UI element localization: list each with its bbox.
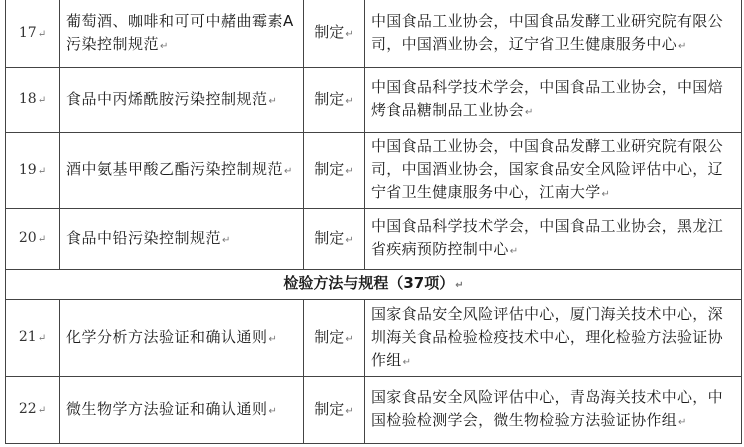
standard-name: 食品中丙烯酰胺污染控制规范↵ [60,68,304,133]
work-type: 制定↵ [304,377,365,444]
table-row [6,300,742,377]
table-row [6,377,742,444]
work-type: 制定↵ [304,209,365,270]
drafting-units: 中国食品工业协会，中国食品发酵工业研究院有限公司，中国酒业协会，辽宁省卫生健康服务中心↵ [365,0,742,68]
table-row [6,0,742,68]
row-number: 20↵ [6,209,60,270]
standard-name: 葡萄酒、咖啡和可可中赭曲霉素A污染控制规范↵ [60,0,304,68]
row-number: 17↵ [6,0,60,68]
drafting-units: 中国食品科学技术学会，中国食品工业协会，中国焙烤食品糖制品工业协会↵ [365,68,742,133]
section-row [6,270,742,300]
table-row [6,133,742,209]
standard-name: 酒中氨基甲酸乙酯污染控制规范↵ [60,133,304,209]
drafting-units: 中国食品科学技术学会，中国食品工业协会，黑龙江省疾病预防控制中心↵ [365,209,742,270]
work-type: 制定↵ [304,300,365,377]
drafting-units: 国家食品安全风险评估中心，厦门海关技术中心，深圳海关食品检验检疫技术中心，理化检验方法验证协作组↵ [365,300,742,377]
drafting-units: 中国食品工业协会，中国食品发酵工业研究院有限公司，中国酒业协会，国家食品安全风险评估中心，辽宁省卫生健康服务中心，江南大学↵ [365,133,742,209]
work-type: 制定↵ [304,133,365,209]
table-row [6,68,742,133]
standard-name: 化学分析方法验证和确认通则↵ [60,300,304,377]
work-type: 制定↵ [304,68,365,133]
standard-name: 食品中铅污染控制规范↵ [60,209,304,270]
drafting-units: 国家食品安全风险评估中心，青岛海关技术中心，中国检验检测学会，微生物检验方法验证协作组↵ [365,377,742,444]
section-title: 检验方法与规程（37项）↵ [6,270,742,300]
row-number: 22↵ [6,377,60,444]
row-number: 18↵ [6,68,60,133]
standards-table [5,0,742,444]
work-type: 制定↵ [304,0,365,68]
row-number: 21↵ [6,300,60,377]
row-number: 19↵ [6,133,60,209]
table-row [6,209,742,270]
standard-name: 微生物学方法验证和确认通则↵ [60,377,304,444]
